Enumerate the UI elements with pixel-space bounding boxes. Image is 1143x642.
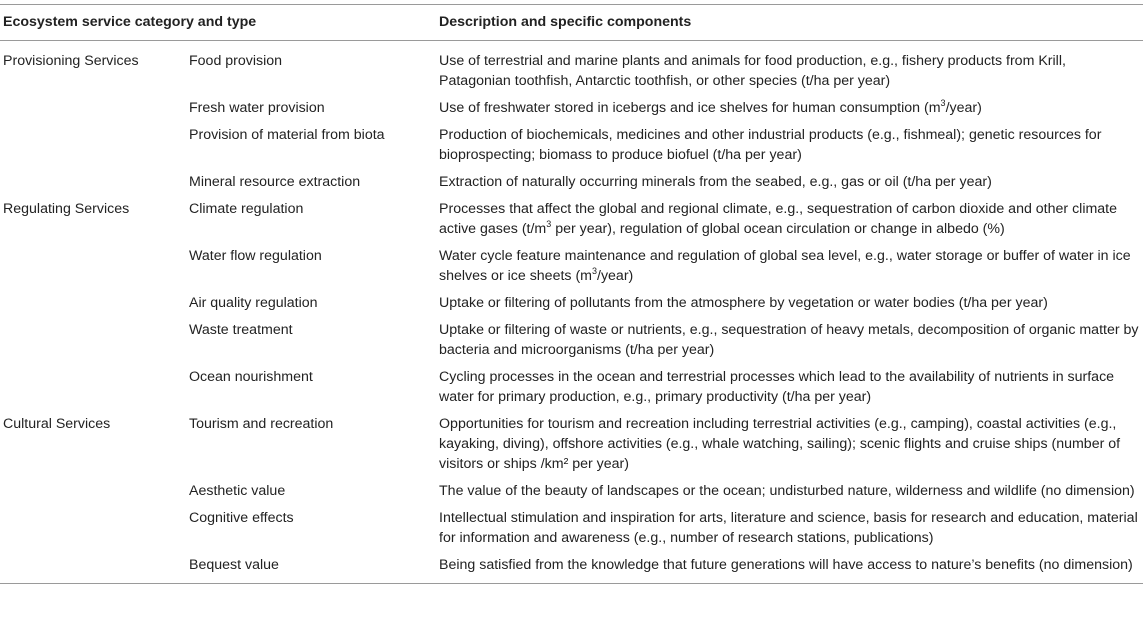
table-header-row xyxy=(0,5,1143,41)
category-cell xyxy=(0,121,189,168)
category-cell xyxy=(0,477,189,504)
description-text: /year) xyxy=(945,100,982,116)
description-text: per year), regulation of global ocean circulation or change in albedo (%) xyxy=(551,221,1005,237)
category-cell xyxy=(0,504,189,551)
description-cell: Opportunities for tourism and recreation including terrestrial activities (e.g., camping), coastal activities (e.g., kayaking, diving), offshore activities (e.g., whale watching, sailing); scenic flights and cruise ships (number of visitors or ships /km² per year) xyxy=(439,416,1121,472)
description-cell: Production of biochemicals, medicines and other industrial products (e.g., fishmeal); genetic resources for bioprospecting; biomass to produce biofuel (t/ha per year) xyxy=(439,127,1102,163)
header-description: Description and specific components xyxy=(439,5,1143,41)
category-cell xyxy=(0,316,189,363)
category-cell: Provisioning Services xyxy=(3,53,139,69)
category-cell xyxy=(0,94,189,121)
category-cell xyxy=(0,242,189,289)
type-cell: Ocean nourishment xyxy=(189,369,313,385)
description-cell: The value of the beauty of landscapes or the ocean; undisturbed nature, wilderness and wildlife (no dimension) xyxy=(439,483,1135,499)
description-cell: Intellectual stimulation and inspiration for arts, literature and science, basis for research and education, material for information and awareness (e.g., number of research stations, publications) xyxy=(439,510,1138,546)
description-text: Processes that affect the global and regional climate, e.g., sequestration of carbon dioxide and other climate active gases (t/m xyxy=(439,201,1118,237)
type-cell: Climate regulation xyxy=(189,201,304,217)
table-row xyxy=(0,477,1143,504)
type-cell: Water flow regulation xyxy=(189,248,322,264)
description-cell xyxy=(439,195,1143,242)
type-cell: Food provision xyxy=(189,53,283,69)
header-category-type: Ecosystem service category and type xyxy=(0,5,439,41)
table-row xyxy=(0,289,1143,316)
description-cell: Uptake or filtering of waste or nutrients, e.g., sequestration of heavy metals, decomposition of organic matter by bacteria and microorganisms (t/ha per year) xyxy=(439,322,1139,358)
description-text: Water cycle feature maintenance and regulation of global sea level, e.g., water storage or buffer of water in ice shelves or ice sheets (m xyxy=(439,248,1131,284)
description-cell: Cycling processes in the ocean and terrestrial processes which lead to the availability of nutrients in surface water for primary production, e.g., primary productivity (t/ha per year) xyxy=(439,369,1115,405)
description-cell xyxy=(439,94,1143,121)
table-row xyxy=(0,410,1143,477)
table-row xyxy=(0,195,1143,242)
description-text: /year) xyxy=(597,268,634,284)
description-cell: Uptake or filtering of pollutants from the atmosphere by vegetation or water bodies (t/ha per year) xyxy=(439,295,1048,311)
type-cell: Fresh water provision xyxy=(189,100,325,116)
superscript: 3 xyxy=(940,98,946,108)
table-row xyxy=(0,316,1143,363)
description-text: Use of freshwater stored in icebergs and ice shelves for human consumption (m xyxy=(439,100,941,116)
description-cell: Extraction of naturally occurring minerals from the seabed, e.g., gas or oil (t/ha per year) xyxy=(439,174,992,190)
type-cell: Aesthetic value xyxy=(189,483,286,499)
superscript: 3 xyxy=(591,266,597,276)
type-cell: Waste treatment xyxy=(189,322,293,338)
superscript: 3 xyxy=(546,219,552,229)
category-cell: Cultural Services xyxy=(3,416,111,432)
table-row xyxy=(0,242,1143,289)
description-cell: Being satisfied from the knowledge that future generations will have access to nature’s benefits (no dimension) xyxy=(439,551,1143,584)
table-row xyxy=(0,551,1143,584)
type-cell: Air quality regulation xyxy=(189,295,318,311)
table-row xyxy=(0,94,1143,121)
description-cell xyxy=(439,242,1143,289)
category-cell: Regulating Services xyxy=(3,201,130,217)
category-cell xyxy=(0,168,189,195)
type-cell: Cognitive effects xyxy=(189,510,294,526)
table-row xyxy=(0,121,1143,168)
table-row xyxy=(0,41,1143,95)
type-cell: Mineral resource extraction xyxy=(189,174,361,190)
type-cell: Tourism and recreation xyxy=(189,416,334,432)
table-row xyxy=(0,168,1143,195)
category-cell xyxy=(0,289,189,316)
ecosystem-services-table xyxy=(0,4,1143,584)
type-cell: Bequest value xyxy=(189,551,439,584)
table-row xyxy=(0,504,1143,551)
category-cell xyxy=(0,551,189,584)
category-cell xyxy=(0,363,189,410)
type-cell: Provision of material from biota xyxy=(189,127,385,143)
table-row xyxy=(0,363,1143,410)
description-cell: Use of terrestrial and marine plants and animals for food production, e.g., fishery products from Krill, Patagonian toothfish, Antarctic toothfish, or other species (t/ha per year) xyxy=(439,53,1066,89)
